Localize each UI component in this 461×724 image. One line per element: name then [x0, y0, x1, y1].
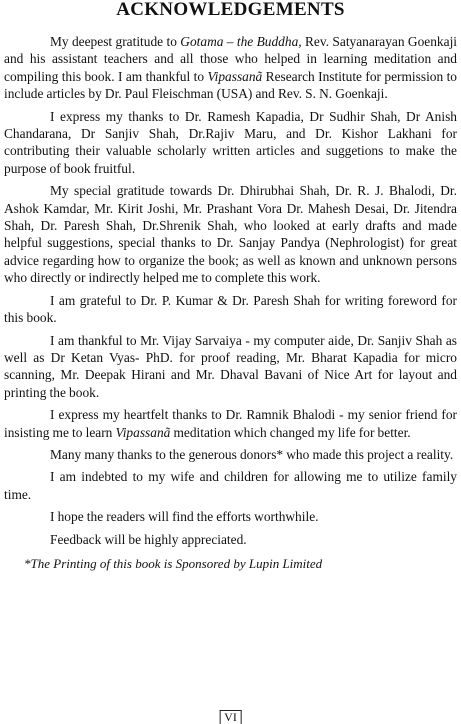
paragraph [4, 33, 457, 103]
text-run: I express my thanks to Dr. Ramesh Kapadia, Dr Sudhir Shah, Dr Anish Chandarana, Dr Sanjiv Shah, Dr.Rajiv Maru, and Dr. Kishor Lakhani for contributing their valuable scholarly written articles and suggetions to make the purpose of book fruitful. [4, 108, 457, 176]
text-run: My special gratitude towards Dr. Dhirubhai Shah, Dr. R. J. Bhalodi, Dr. Ashok Kamdar, Mr. Kirit Joshi, Mr. Prashant Vora Dr. Mahesh Desai, Dr. Jitendra Shah, Dr. Paresh Shah, Dr.Shrenik Shah, who looked at early drafts and made helpful suggestions, special thanks to Dr. Sanjay Pandya (Nephrologist) for great advice regarding how to organize the book; as well as known and unknown persons who directly or indirectly helped me to complete this work. [4, 183, 457, 286]
paragraph [4, 531, 457, 548]
paragraph [4, 508, 457, 525]
italic-text: Gotama – the Buddha, [180, 34, 302, 49]
paragraph [4, 332, 457, 402]
text-run: My deepest gratitude to [50, 34, 181, 49]
italic-text: Vipassanã [115, 424, 171, 440]
text-run: I express my heartfelt thanks to Dr. Ramnik Bhalodi - my senior friend for insisting me to learn [4, 407, 457, 440]
text-run: meditation which changed my life for better. [170, 424, 411, 440]
text-run: I am grateful to Dr. P. Kumar & Dr. Paresh Shah for writing foreword for this book. [4, 292, 457, 326]
paragraph [4, 468, 457, 503]
paragraph [4, 446, 457, 463]
text-run: I am indebted to my wife and children for allowing me to utilize family time. [4, 469, 457, 502]
paragraph [4, 182, 457, 286]
paragraph [4, 292, 457, 327]
sponsor-footnote: *The Printing of this book is Sponsored by Lupin Limited [24, 555, 323, 571]
paragraph [4, 108, 457, 178]
text-run: I am thankful to Mr. Vijay Sarvaiya - my computer aide, Dr. Sanjiv Shah as well as Dr Ketan Vyas- PhD. for proof reading, Mr. Bharat Kapadia for micro scanning, Mr. Deepak Hirani and Mr. Dhaval Bavani of Nice Art for layout and printing the book. [4, 332, 457, 400]
acknowledgement-body [4, 33, 457, 548]
paragraph [4, 406, 457, 441]
text-run: I hope the readers will find the efforts worthwhile. [50, 509, 319, 525]
page-number: VI [219, 710, 242, 724]
italic-text: Vipassanã [207, 68, 263, 84]
text-run: Many many thanks to the generous donors* who made this project a reality. [50, 446, 454, 462]
text-run: Research Institute for permission to include articles by Dr. Paul Fleischman (USA) and Rev. S. N. Goenkaji. [4, 68, 457, 102]
page-title: ACKNOWLEDGEMENTS [116, 0, 345, 20]
text-run: Feedback will be highly appreciated. [50, 531, 247, 547]
text-run: Rev. Satyanarayan Goenkaji and his assistant teachers and all those who helped in learning meditation and compiling this book. I am thankful to [4, 34, 458, 84]
